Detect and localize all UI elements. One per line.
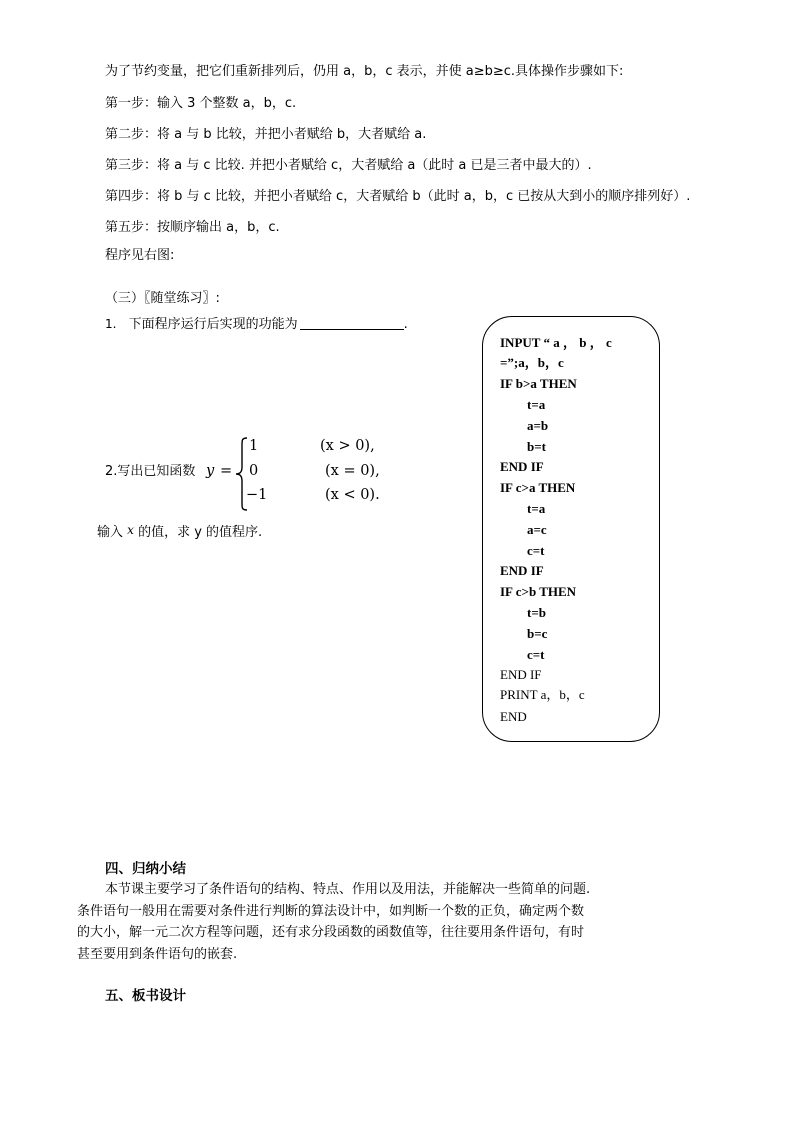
piecewise-function	[103, 436, 403, 512]
code-line: t=a	[527, 501, 546, 516]
code-line: a=c	[527, 522, 547, 537]
q1-end: .	[403, 317, 408, 332]
case-2-condition: (x = 0),	[325, 463, 380, 479]
case-3-condition: (x < 0).	[325, 487, 380, 503]
code-line: b=t	[527, 439, 546, 454]
function-equals: =	[220, 463, 233, 479]
question-2-input	[97, 521, 262, 542]
step-5: 第五步：按顺序输出 a，b，c.	[105, 220, 280, 235]
q1-blank	[300, 315, 404, 330]
code-line: =”;a，b，c	[500, 355, 564, 370]
code-line: a=b	[527, 418, 549, 433]
code-line: t=a	[527, 397, 546, 412]
code-line: c=t	[527, 543, 545, 558]
summary-title: 四、归纳小结	[105, 861, 186, 877]
q2-input-post: 的值，求 y 的值程序.	[138, 525, 263, 540]
q1-number: 1.	[105, 317, 117, 331]
practice-title: （三）〖随堂练习〗:	[105, 291, 220, 306]
summary-line-1: 本节课主要学习了条件语句的结构、特点、作用以及用法，并能解决一些简单的问题.	[105, 882, 591, 897]
board-design-title: 五、板书设计	[105, 988, 186, 1004]
step-3: 第三步：将 a 与 c 比较. 并把小者赋给 c，大者赋给 a（此时 a 已是三者中最大的）.	[105, 158, 592, 173]
code-line: END	[500, 709, 527, 724]
case-1-value: 1	[249, 438, 259, 454]
code-line: c=t	[527, 647, 545, 662]
code-line: t=b	[527, 605, 546, 620]
case-2-value: 0	[249, 463, 259, 479]
code-line: b=c	[527, 626, 548, 641]
function-y: y	[206, 463, 215, 479]
code-line: IF b>a THEN	[500, 376, 577, 391]
step-1: 第一步：输入 3 个整数 a，b，c.	[105, 96, 297, 111]
see-right-note: 程序见右图:	[105, 248, 175, 263]
case-1-condition: (x > 0),	[320, 438, 375, 454]
q2-input-pre: 输入	[97, 525, 124, 540]
q2-variable: x	[127, 523, 134, 537]
code-line: PRINT a，b，c	[500, 687, 585, 702]
step-4: 第四步：将 b 与 c 比较，并把小者赋给 c，大者赋给 b（此时 a，b，c 已按从大到小的顺序排列好）.	[105, 189, 691, 204]
question-1	[105, 315, 408, 334]
step-2: 第二步：将 a 与 b 比较，并把小者赋给 b，大者赋给 a.	[105, 127, 427, 142]
case-3-value: −1	[246, 487, 268, 503]
code-line: IF c>b THEN	[500, 584, 577, 599]
code-line: INPUT “ a ， b ， c	[500, 335, 612, 350]
summary-line-2: 条件语句一般用在需要对条件进行判断的算法设计中，如判断一个数的正负，确定两个数	[77, 904, 585, 919]
code-line: IF c>a THEN	[500, 480, 576, 495]
question-2-prefix: 2.写出已知函数	[105, 464, 196, 479]
q1-text: 下面程序运行后实现的功能为	[128, 317, 298, 332]
summary-line-4: 甚至要用到条件语句的嵌套.	[77, 947, 238, 962]
code-line: END IF	[500, 459, 544, 474]
code-line: END IF	[500, 667, 542, 682]
summary-line-3: 的大小，解一元二次方程等问题，还有求分段函数的函数值等，往往要用条件语句，有时	[77, 925, 585, 940]
intro-text: 为了节约变量，把它们重新排列后，仍用 a，b，c 表示，并使 a≥b≥c.具体操作步骤如下:	[105, 64, 624, 79]
code-line: END IF	[500, 563, 544, 578]
